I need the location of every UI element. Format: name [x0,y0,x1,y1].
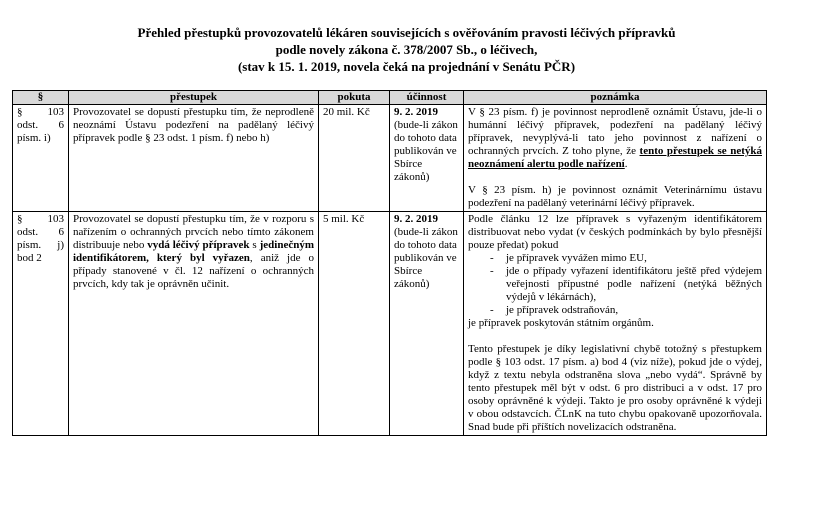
row2-offense-part-d: , aniž jde o případy stanovené v čl. 12 nařízení o ochranných prvcích, kdy tak je oprávněn učinit. [73,252,314,290]
row2-fine: 5 mil. Kč [319,212,390,436]
offenses-table [12,90,767,436]
row2-effect [390,212,464,436]
row2-offense [69,212,319,436]
list-item: - je přípravek odstraňován, [490,304,762,317]
row2-offense-part-a: Provozovatel se dopustí přestupku tím, že v rozporu s nařízením o ochranných prvcích nebo tímto zákonem distribuuje nebo [73,213,314,251]
title-line-2: podle novely zákona č. 378/2007 Sb., o léčivech, [275,42,538,57]
document-title [0,24,813,75]
row1-effect-date: 9. 2. 2019 [394,106,438,118]
row2-effect-condition: (bude-li zákon do tohoto data publikován ve Sbírce zákonů) [394,226,458,290]
header-effect: účinnost [390,91,464,105]
header-section: § [13,91,69,105]
row1-section: § 103 odst. 6 písm. i) [13,105,69,212]
row2-note [464,212,767,436]
row1-fine: 20 mil. Kč [319,105,390,212]
row1-note-paragraph-2: V § 23 písm. h) je povinnost oznámit Veterinárnímu ústavu podezření na padělaný veterinární léčivý přípravek. [468,184,762,209]
title-line-3: (stav k 15. 1. 2019, novela čeká na projednání v Senátu PČR) [237,59,576,74]
row1-note-p1-end: . [624,158,628,170]
table-row [13,212,767,436]
row1-note-emphasis: tento přestupek se netýká neoznámení alertu podle nařízení [468,145,762,170]
row2-note-paragraph-2: Tento přestupek je díky legislativní chybě totožný s přestupkem podle § 103 odst. 17 písm. a) bod 4 (viz níže), pokud jde o výdej, když z textu nebyla odstraněna slova „nebo vydá“. Správně by tento přestupek měl být v odst. 6 pro distribuci a v odst. 17 pro osoby oprávněné k výdeji. Takto je pro osoby oprávněné k výdeji v obou odstavcích. ČLnK na tuto chybu opakovaně upozorňovala. Snad bude při příštích novelizacích odstraněna. [468,343,762,433]
header-note: poznámka [464,91,767,105]
list-item: - jde o případy vyřazení identifikátoru ještě před výdejem veřejnosti přípustné podle nařízení (netýká běžných výdejů v lékárnách), [490,265,762,304]
table-header-row [13,91,767,105]
row2-note-after-list: je přípravek poskytován státním orgánům. [468,317,654,329]
list-item: - je přípravek vyvážen mimo EU, [490,252,762,265]
row2-note-intro: Podle článku 12 lze přípravek s vyřazeným identifikátorem distribuovat nebo vydat (v českých podmínkách by bylo přesnější pouze předat) pokud [468,213,762,251]
row2-note-list [468,252,762,317]
row2-offense-bold-1: vydá léčivý přípravek [147,239,250,251]
row1-note-p1-start: V § 23 písm. f) je povinnost neprodleně oznámit Ústavu, jde-li o humánní léčivý přípravek, podezření na padělaný léčivý přípravek, nevyplývá-li tato jeho povinnost z nařízení o ochranných prvcích. Z toho plyne, že [468,106,762,157]
row1-note [464,105,767,212]
header-fine: pokuta [319,91,390,105]
table-row [13,105,767,212]
row2-section: § 103 odst. 6 písm. j) bod 2 [13,212,69,436]
row2-offense-part-c: s [249,239,260,251]
row2-offense-bold-2: jedinečným identifikátorem, který byl vyřazen [73,239,314,264]
row1-offense: Provozovatel se dopustí přestupku tím, že neprodleně neoznámí Ústavu podezření na padělaný léčivý přípravek podle § 23 odst. 1 písm. f) nebo h) [69,105,319,212]
row2-effect-date: 9. 2. 2019 [394,213,438,225]
header-offense: přestupek [69,91,319,105]
row1-note-paragraph-1 [468,106,762,171]
row1-effect [390,105,464,212]
row1-effect-condition: (bude-li zákon do tohoto data publikován ve Sbírce zákonů) [394,119,458,183]
title-line-1: Přehled přestupků provozovatelů lékáren souvisejících s ověřováním pravosti léčivých přípravků [137,25,676,40]
